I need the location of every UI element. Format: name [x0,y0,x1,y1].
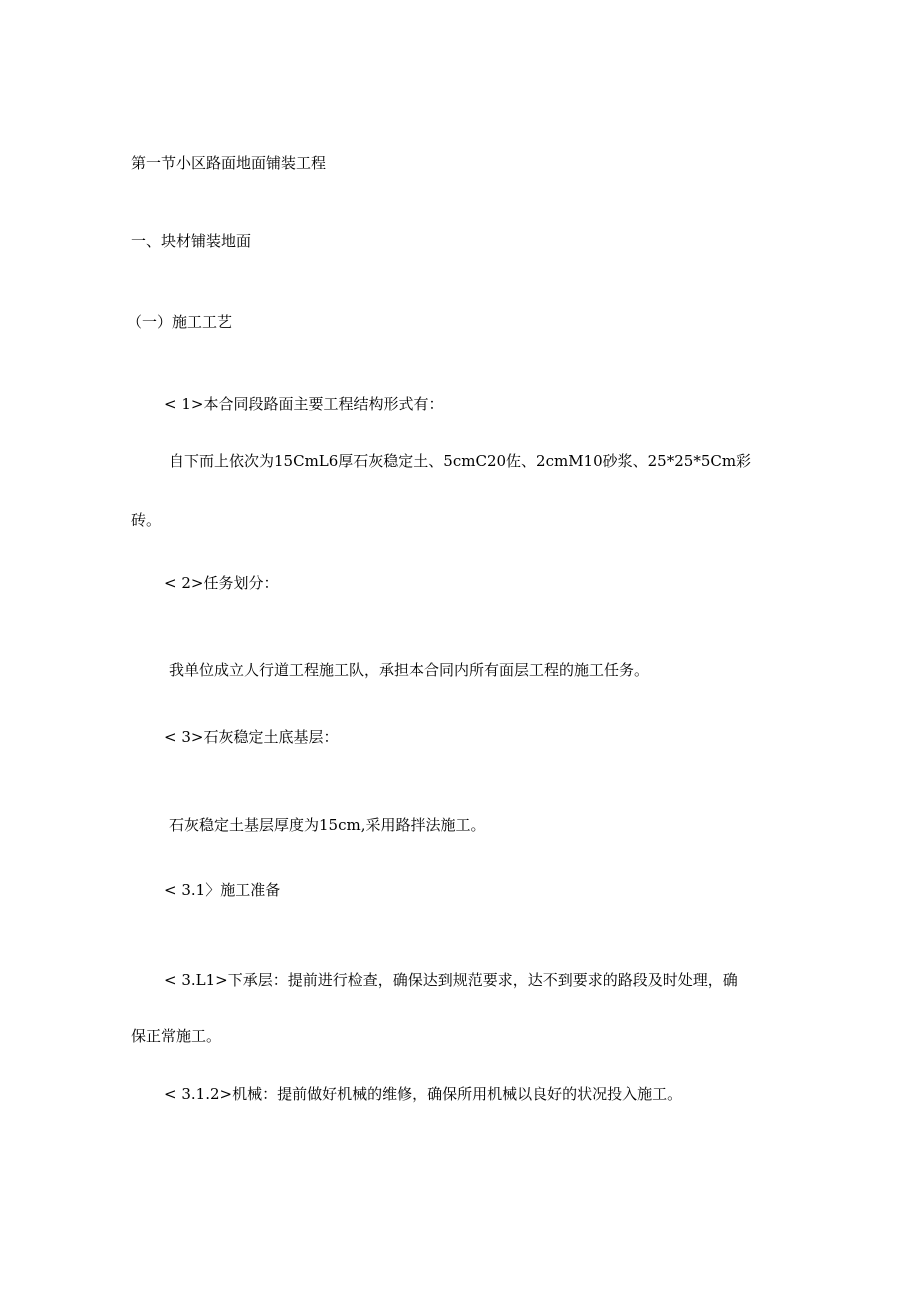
item-heading-structure: < 1>本合同段路面主要工程结构形式有： [164,395,444,413]
paragraph-structure-line1: 自下而上依次为15CmL6厚石灰稳定土、5cmC20佐、2cmM10砂浆、25*25*5Cm彩 [169,452,752,470]
sub-item-underlayer-line1: < 3.L1>下承层：提前进行检查，确保达到规范要求，达不到要求的路段及时处理，确 [164,971,738,989]
item-heading-subbase: < 3>石灰稳定土底基层： [164,728,339,746]
sub-subsection-title: （一）施工工艺 [127,313,233,331]
paragraph-subbase: 石灰稳定土基层厚度为15cm,采用路拌法施工。 [169,816,486,834]
section-title: 第一节小区路面地面铺装工程 [131,154,327,172]
item-heading-tasks: < 2>任务划分： [164,574,279,592]
subsection-title: 一、块材铺装地面 [131,232,252,250]
paragraph-structure-line2: 砖。 [131,511,162,529]
paragraph-tasks: 我单位成立人行道工程施工队，承担本合同内所有面层工程的施工任务。 [169,661,650,679]
sub-item-heading-preparation: < 3.1〉施工准备 [164,881,281,899]
sub-item-underlayer-line2: 保正常施工。 [131,1027,222,1045]
sub-item-machinery: < 3.1.2>机械：提前做好机械的维修，确保所用机械以良好的状况投入施工。 [164,1085,683,1103]
